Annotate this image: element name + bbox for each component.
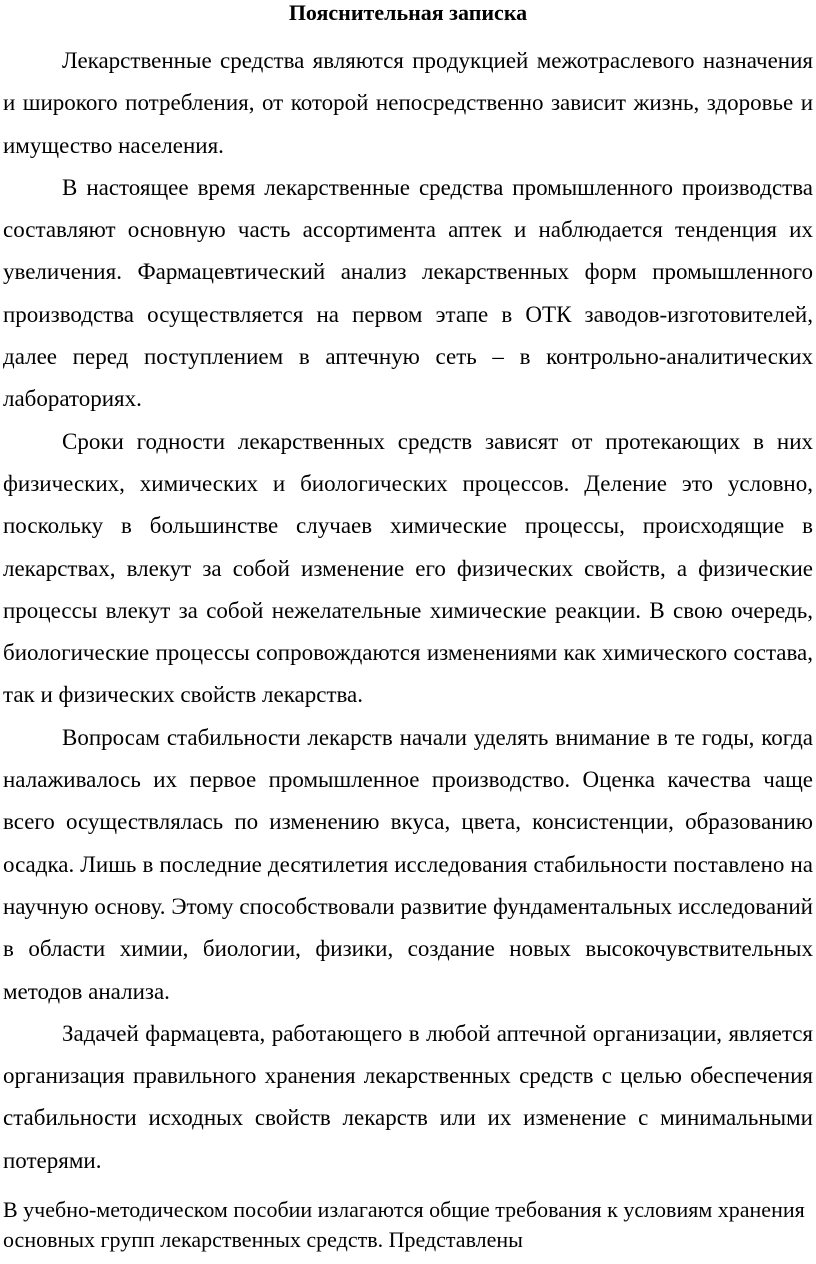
paragraph-2: В настоящее время лекарственные средства промышленного производства составляют основную часть ассортимента аптек и наблюдается тенденция их увеличения. Фармацевтический анализ лекарственных форм промышленного производства осуществляется на первом этапе в ОТК заводов-изготовителей, далее перед поступлением в аптечную сеть – в контрольно-аналитических лабораториях. [3, 174, 813, 412]
paragraph-6: В учебно-методическом пособии излагаются общие требования к условиям хранения основных групп лекарственных средств. Представлены [3, 1197, 805, 1253]
paragraph-1: Лекарственные средства являются продукцией межотраслевого назначения и широкого потребления, от которой непосредственно зависит жизнь, здоровье и имущество населения. [3, 48, 813, 158]
paragraph-3: Сроки годности лекарственных средств зависят от протекающих в них физических, химических и биологических процессов. Деление это условно, поскольку в большинстве случаев химические процессы, происходящие в лекарствах, влекут за собой изменение его физических свойств, а физические процессы влекут за собой нежелательные химические реакции. В свою очередь, биологические процессы сопровождаются изменениями как химического состава, так и физических свойств лекарства. [3, 428, 813, 708]
paragraph-5: Задачей фармацевта, работающего в любой аптечной организации, является организация правильного хранения лекарственных средств с целью обеспечения стабильности исходных свойств лекарств или их изменение с минимальными потерями. [3, 1020, 813, 1173]
document-title: Пояснительная записка [288, 0, 528, 25]
document-body [3, 40, 813, 1255]
paragraph-4: Вопросам стабильности лекарств начали уделять внимание в те годы, когда налаживалось их первое промышленное производство. Оценка качества чаще всего осуществлялась по изменению вкуса, цвета, консистенции, образованию осадка. Лишь в последние десятилетия исследования стабильности поставлено на научную основу. Этому способствовали развитие фундаментальных исследований в области химии, биологии, физики, создание новых высокочувствительных методов анализа. [3, 724, 813, 1004]
